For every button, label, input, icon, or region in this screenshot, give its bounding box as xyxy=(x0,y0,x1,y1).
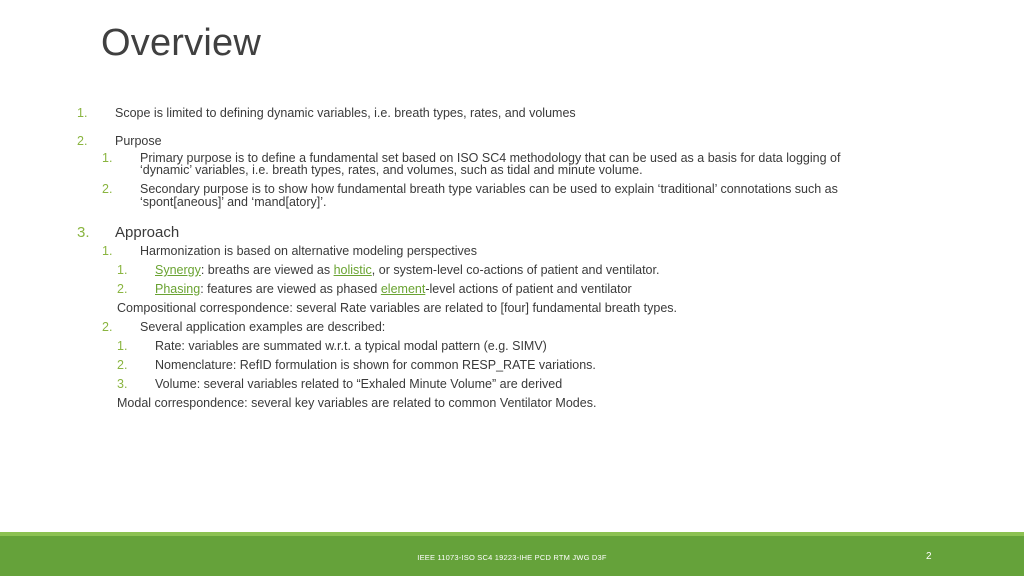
list-text-line-2: ‘spont[aneous]’ and ‘mand[atory]’. xyxy=(140,195,327,209)
list-text xyxy=(155,264,659,277)
list-text-part: : features are viewed as phased xyxy=(200,282,381,296)
element-link[interactable]: element xyxy=(380,282,426,296)
list-text-part: , or system-level co-actions of patient and ventilator. xyxy=(371,263,660,277)
list-number: 1. xyxy=(102,244,113,258)
list-text-part: -level actions of patient and ventilator xyxy=(425,282,632,296)
list-text-line-1: Secondary purpose is to show how fundamental breath type variables can be used to explain ‘traditional’ connotations such as xyxy=(140,182,838,196)
list-text: Purpose xyxy=(115,134,162,148)
list-number: 1. xyxy=(77,106,88,120)
phasing-link[interactable]: Phasing xyxy=(155,282,201,296)
slide-title: Overview xyxy=(101,22,261,64)
modal-correspondence: Modal correspondence: several key variables are related to common Ventilator Modes. xyxy=(117,396,597,410)
page-number: 2 xyxy=(926,551,932,562)
list-number: 2. xyxy=(102,320,113,334)
list-text-line-1: Primary purpose is to define a fundamental set based on ISO SC4 methodology that can be used as a basis for data logging of xyxy=(140,151,841,165)
footer-stripe xyxy=(0,532,1024,536)
list-text: Scope is limited to defining dynamic variables, i.e. breath types, rates, and volumes xyxy=(115,106,576,120)
list-text: Approach xyxy=(115,224,180,241)
synergy-link[interactable]: Synergy xyxy=(155,263,201,277)
list-number: 2. xyxy=(102,182,113,196)
list-number: 1. xyxy=(102,151,113,165)
footer-text: IEEE 11073-ISO SC4 19223-IHE PCD RTM JWG D3F xyxy=(417,553,607,562)
holistic-link[interactable]: holistic xyxy=(333,263,372,277)
list-text xyxy=(155,283,632,296)
list-text: Harmonization is based on alternative modeling perspectives xyxy=(140,244,477,258)
list-text-line-2: ‘dynamic’ variables, i.e. breath types, rates, and volumes, such as tidal and minute volume. xyxy=(140,163,643,177)
list-number: 2. xyxy=(117,282,128,296)
list-number: 2. xyxy=(77,134,88,148)
list-text: Volume: several variables related to “Exhaled Minute Volume” are derived xyxy=(155,377,563,391)
list-text-part: : breaths are viewed as xyxy=(200,263,334,277)
list-text: Nomenclature: RefID formulation is shown for common RESP_RATE variations. xyxy=(155,358,596,372)
list-text: Several application examples are described: xyxy=(140,320,386,334)
list-number: 3. xyxy=(77,224,90,241)
list-number: 2. xyxy=(117,358,128,372)
compositional-correspondence: Compositional correspondence: several Rate variables are related to [four] fundamental breath types. xyxy=(117,301,678,315)
list-number: 1. xyxy=(117,339,128,353)
list-text: Rate: variables are summated w.r.t. a typical modal pattern (e.g. SIMV) xyxy=(155,339,547,353)
list-number: 3. xyxy=(117,377,128,391)
list-number: 1. xyxy=(117,263,128,277)
